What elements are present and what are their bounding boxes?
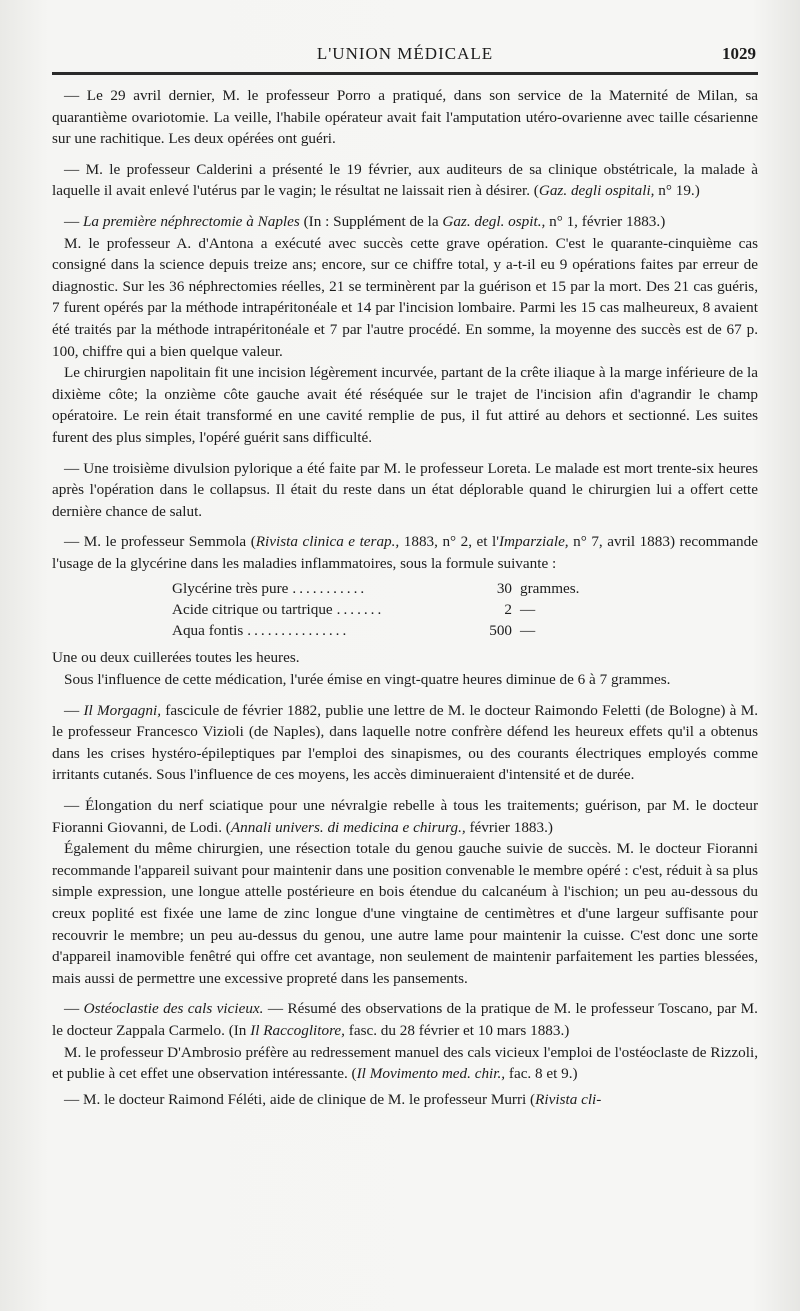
paragraph-elongation: — Élongation du nerf sciatique pour une névralgie rebelle à tous les traitements; guérison, par M. le docteur Fioranni Giovanni, de Lodi. (Annali univers. di medicina e chirurg., février 1883.) xyxy=(52,797,758,836)
recipe-row: Glycérine très pure ........... 30 grammes. xyxy=(172,580,580,598)
paragraph-loreta: — Une troisième divulsion pylorique a été faite par M. le professeur Loreta. Le malade est mort trente-six heures après l'opération dans le collapsus. Il était du reste dans un état déplorable quand le chirurgien lui a offert cette dernière chance de salut. xyxy=(52,459,758,520)
paragraph-uree: Sous l'influence de cette médication, l'urée émise en vingt-quatre heures diminue de 6 à 7 grammes. xyxy=(64,671,671,689)
paragraph-porro: — Le 29 avril dernier, M. le professeur Porro a pratiqué, dans son service de la Maternité de Milan, sa quarantième ovariotomie. La veille, l'habile opérateur avait fait l'amputation utéro-ovarienne avec taille césarienne sur une rachitique. Les deux opérées ont guéri. xyxy=(52,87,758,148)
paragraph-dambrosio: M. le professeur D'Ambrosio préfère au redressement manuel des cals vicieux l'emploi de l'ostéoclaste de Rizzoli, et publie à cet effet une observation intéressante. (Il Movimento med. chir., fac. 8 et 9.) xyxy=(52,1043,758,1083)
source-citation: Annali univers. di medicina e chirurg., xyxy=(230,818,466,836)
paragraph-fioranni: Également du même chirurgien, une résection totale du genou gauche suivie de succès. M. le docteur Fioranni recommande l'appareil suivant pour maintenir dans une position convenable le membre opéré : c'est, réduit à sa plus simple expression, une longue attelle postérieure en bois étendue du calcanéum à l'ischion; un peu au-dessous du creux poplité est fixée une lame de zinc longue d'une vingtaine de centimètres et d'une largeur suffisante pour recouvrir le membre; un peu au-dessus du genou, une autre lame pour maintenir la cuisse. C'est donc une sorte d'appareil inamovible fenêtré qui offre cet avantage, non seulement de maintenir parfaitement les parties blessées, mais aussi de permettre une excessive propreté dans les pansements. xyxy=(52,840,758,987)
paragraph-feleti: — M. le docteur Raimond Féléti, aide de clinique de M. le professeur Murri (Rivista cli- xyxy=(64,1090,602,1108)
recipe-formula xyxy=(172,578,592,641)
source-citation: Imparziale, xyxy=(499,533,569,551)
page-header xyxy=(52,40,758,75)
paragraph-semmola: — M. le professeur Semmola (Rivista clinica e terap., 1883, n° 2, et l'Imparziale, n° 7, avril 1883) recommande l'usage de la glycérine dans les maladies inflammatoires, sous la formule suivante : xyxy=(52,533,758,572)
paragraph-dantona: M. le professeur A. d'Antona a exécuté avec succès cette grave opération. C'est le quarante-cinquième cas consigné dans la science depuis treize ans; encore, sur ce chiffre total, y a-t-il eu 9 opérations faites par erreur de diagnostic. Sur les 36 néphrectomies réelles, 21 se terminèrent par la guérison et 15 par la mort. Des 21 cas guéris, 7 furent opérés par la méthode intrapéritonéale et 14 par l'incision lombaire. Parmi les 15 cas malheureux, 8 avaient été traités par la méthode intrapéritonéale et 7 par l'autre procédé. En somme, la moyenne des succès est de 67 p. 100, chiffre qui a bien quelque valeur. xyxy=(52,234,758,360)
source-citation: Il Raccoglitore, xyxy=(250,1021,345,1039)
paragraph-morgagni: — Il Morgagni, fascicule de février 1882, publie une lettre de M. le docteur Raimondo Feletti (de Bologne) à M. le professeur Francesco Vizioli (de Naples), dans laquelle notre confrère défend les heureux effets qu'il a obtenus dans les crises hystéro-épileptiques par l'emploi des sinapismes, ou des courants électriques employés comme irritants cutanés. Sous l'influence de ces moyens, les accès diminueraient d'intensité et de durée. xyxy=(52,701,758,784)
paragraph-calderini: — M. le professeur Calderini a présenté le 19 février, aux auditeurs de sa clinique obstétricale, la malade à laquelle il avait enlevé l'utérus par le vagin; le résultat ne laissait rien à désirer. (Gaz. degli ospitali, n° 19.) xyxy=(52,160,758,200)
running-title: L'UNION MÉDICALE xyxy=(316,44,494,63)
source-citation: Il Movimento med. chir., xyxy=(356,1065,506,1083)
paragraph-dosage: Une ou deux cuillerées toutes les heures. xyxy=(52,649,300,667)
page-number: 1029 xyxy=(722,44,756,63)
recipe-row: Acide citrique ou tartrique ....... 2 — xyxy=(172,601,536,619)
article-body xyxy=(52,85,758,1110)
recipe-row: Aqua fontis ............... 500 — xyxy=(172,622,536,640)
source-citation: Rivista clinica e terap., xyxy=(255,533,400,551)
paragraph-nephrectomy-heading: — La première néphrectomie à Naples (In : Supplément de la Gaz. degl. ospit., n° 1, février 1883.) xyxy=(64,212,666,230)
paragraph-osteoclastie: — Ostéoclastie des cals vicieux. — Résumé des observations de la pratique de M. le professeur Toscano, par M. le docteur Zappala Carmelo. (In Il Raccoglitore, fasc. du 28 février et 10 mars 1883.) xyxy=(52,1000,758,1039)
section-title: Ostéoclastie des cals vicieux. xyxy=(83,1000,264,1018)
section-title: La première néphrectomie à Naples xyxy=(82,212,300,230)
paragraph-incision: Le chirurgien napolitain fit une incision légèrement incurvée, partant de la crête iliaque à la marge inférieure de la dixième côte; la onzième côte gauche avait été réséquée sur le trajet de l'incision afin d'agrandir le champ opératoire. Le rein était transformé en une cavité remplie de pus, il fut attiré au dehors et sectionné. Les suites furent des plus simples, l'opéré guérit sans difficulté. xyxy=(52,364,758,446)
source-citation: Il Morgagni, xyxy=(83,701,162,719)
source-citation: Gaz. degl. ospit., xyxy=(442,212,546,230)
source-citation: Gaz. degli ospitali, xyxy=(538,182,655,200)
source-citation: Rivista cli- xyxy=(535,1090,602,1108)
